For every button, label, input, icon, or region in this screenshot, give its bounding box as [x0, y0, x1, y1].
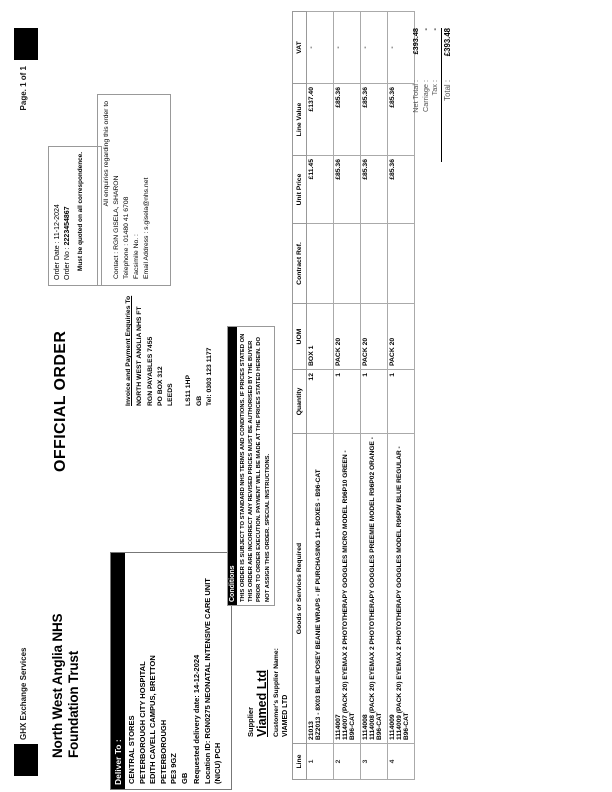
deliver-line: CENTRAL STORES: [127, 715, 136, 784]
cell-line-value: £85.36: [334, 84, 361, 156]
tax-label: Tax :: [430, 80, 439, 96]
cell-goods: [307, 434, 334, 744]
cell-goods: [334, 434, 361, 744]
trust-name-line2: Foundation Trust: [66, 650, 81, 758]
telephone-label: Telephone :: [123, 243, 130, 279]
invoice-line: GB: [195, 395, 203, 406]
col-header-unit-price: Unit Price: [293, 156, 307, 224]
location-id: Location ID: RGN0275 NEONATAL INTENSIVE CARE UNIT (NICU) PCH: [202, 578, 222, 784]
total-label: Total :: [442, 80, 452, 101]
order-date-label: Order Date :: [54, 241, 61, 280]
email-label: Email Address :: [143, 231, 150, 279]
invoice-line: NORTH WEST ANGLIA NHS FT: [136, 306, 144, 406]
item-code: 1114008: [362, 714, 369, 740]
invoice-line: LS11 1HP: [185, 375, 193, 406]
col-header-goods: Goods or Services Required: [293, 434, 307, 744]
conditions-box: [227, 326, 275, 606]
invoice-line: Tel: 0303 123 1177: [206, 347, 214, 406]
deliver-line: PETERBOROUGH CITY HOSPITAL: [137, 661, 147, 784]
carriage-label: Carriage :: [420, 80, 430, 113]
cell-contract-ref: [388, 224, 415, 304]
enquiries-heading: All enquiries regarding this order to: [103, 101, 110, 207]
trust-name-line1: North West Anglia NHS: [50, 613, 65, 758]
requested-delivery-date: Requested delivery date: 14-12-2024: [192, 654, 201, 784]
cell-unit-price: £85.36: [361, 156, 388, 224]
col-header-quantity: Quantity: [293, 370, 307, 434]
enquiries-contact-row: [112, 101, 122, 279]
order-note: Must be quoted on all correspondence.: [77, 152, 84, 271]
invoice-line: LEEDS: [167, 383, 175, 406]
cell-quantity: 1: [388, 370, 415, 434]
cell-uom: PACK 20: [388, 304, 415, 370]
item-description: BZ2013 - 8X03 BLUE POSEY BEANIE WRAPS - IF PURCHASING 11+ BOXES - B96-CAT: [315, 469, 322, 740]
item-description: 1114009 (PACK 20) EYEMAX 2 PHOTOTHERAPY GOGGLES MODEL R96PW BLUE REGULAR - B96-CAT: [396, 446, 410, 740]
totals-summary: [411, 28, 452, 162]
cell-quantity: 1: [334, 370, 361, 434]
cell-contract-ref: [307, 224, 334, 304]
cell-line-value: £85.36: [388, 84, 415, 156]
cell-unit-price: £85.36: [388, 156, 415, 224]
item-description: 1114008 (PACK 20) EYEMAX 2 PHOTOTHERAPY GOGGLES PREEMIE MODEL R96P02 ORANGE - B96-CAT: [369, 437, 383, 740]
cell-contract-ref: [334, 224, 361, 304]
enquiries-fax-row: [132, 101, 142, 279]
cell-line-no: 4: [388, 744, 415, 780]
supplier-label: Supplier: [246, 706, 255, 737]
order-no-value: 2223454867: [64, 206, 71, 246]
total-row: [441, 28, 453, 162]
item-code: 1114007: [335, 714, 342, 740]
order-no-row: [63, 152, 73, 280]
net-total-value: £393.48: [411, 28, 420, 55]
item-code: 1114009: [389, 714, 396, 740]
cell-uom: BOX 1: [307, 304, 334, 370]
deliver-to-box: [110, 552, 232, 790]
deliver-line: GB: [179, 772, 189, 784]
net-total-label: Net Total :: [411, 80, 420, 113]
deliver-line: EDITH CAVELL CAMPUS, BRETTON: [148, 655, 157, 784]
cell-quantity: 1: [361, 370, 388, 434]
cell-uom: PACK 20: [334, 304, 361, 370]
tax-value: -: [430, 28, 439, 31]
ghx-service-label: GHX Exchange Services: [19, 647, 28, 740]
total-value: £393.48: [442, 28, 452, 57]
customer-supplier-label: Customer's Supplier Name:: [273, 648, 280, 737]
cell-line-no: 2: [334, 744, 361, 780]
email-value: s.gisela@nhs.net: [143, 177, 150, 230]
col-header-line: Line: [293, 744, 307, 780]
col-header-uom: UOM: [293, 304, 307, 370]
item-code: 21013: [308, 721, 315, 740]
cell-goods: [388, 434, 415, 744]
table-header-row: [293, 12, 307, 780]
col-header-vat: VAT: [293, 12, 307, 84]
col-header-contract-ref: Contract Ref.: [293, 224, 307, 304]
line-items-table: [292, 11, 415, 780]
carriage-value: -: [420, 28, 430, 31]
enquiries-email-row: [142, 101, 152, 279]
cell-line-value: £85.36: [361, 84, 388, 156]
conditions-text: THIS ORDER IS SUBJECT TO STANDARD NHS TERMS AND CONDITIONS. IF PRICES STATED ON THIS ORDER ARE INCORRECT ANY REVISED PRICES MUST BE AUTHORISED BY THE BUYER PRIOR TO ORDER EXECUTION. PAYMENT WILL BE MADE AT THE PRICES STATED HEREIN. DO NOT ASSIGN THIS ORDER. SPECIAL INSTRUCTIONS.: [240, 333, 271, 602]
registration-mark-left: [14, 744, 38, 776]
contact-value: RGN GISELA, SHARON: [113, 175, 120, 250]
customer-supplier-name: VIAMED LTD: [282, 694, 289, 737]
order-date-value: 11-12-2024: [54, 204, 61, 240]
deliver-line: PE3 9GZ: [169, 753, 178, 784]
order-no-label: Order No :: [64, 247, 71, 280]
telephone-value: 01480 41 6708: [123, 196, 130, 242]
order-date-row: [53, 152, 63, 280]
deliver-to-heading: Deliver To :: [111, 553, 125, 789]
invoice-line: RGN PAYABLES 7455: [146, 336, 154, 406]
carriage-row: [421, 28, 431, 162]
enquiries-box: [97, 94, 171, 286]
tax-row: [430, 28, 440, 162]
document-title: OFFICIAL ORDER: [52, 330, 69, 472]
invoice-to-heading: Invoice and Payment Enquiries To: [125, 295, 132, 406]
table-row: [361, 12, 388, 780]
col-header-line-value: Line Value: [293, 84, 307, 156]
contact-label: Contact :: [113, 251, 120, 279]
deliver-to-address: [125, 553, 226, 789]
page-number-label: Page. 1 of 1: [19, 66, 28, 111]
cell-line-no: 1: [307, 744, 334, 780]
invoice-line: PO BOX 312: [156, 366, 164, 406]
net-total-row: [411, 28, 421, 162]
cell-vat: -: [307, 12, 334, 84]
trust-letterhead: [50, 614, 82, 758]
cell-uom: PACK 20: [361, 304, 388, 370]
cell-vat: -: [334, 12, 361, 84]
conditions-heading: Conditions: [228, 327, 237, 605]
cell-unit-price: £11.45: [307, 156, 334, 224]
cell-quantity: 12: [307, 370, 334, 434]
cell-vat: -: [388, 12, 415, 84]
table-row: [334, 12, 361, 780]
cell-line-value: £137.40: [307, 84, 334, 156]
invoice-to-block: [124, 284, 215, 406]
facsimile-label: Facsimile No. :: [133, 234, 140, 279]
registration-mark-right: [14, 28, 38, 60]
cell-goods: [361, 434, 388, 744]
cell-line-no: 3: [361, 744, 388, 780]
enquiries-phone-row: [122, 101, 132, 279]
table-row: [307, 12, 334, 780]
deliver-line: PETERBOROUGH: [158, 719, 168, 784]
item-description: 1114007 (PACK 20) EYEMAX 2 PHOTOTHERAPY GOGGLES MICRO MODEL R96P10 GREEN - B96-CAT: [342, 450, 356, 740]
cell-vat: -: [361, 12, 388, 84]
order-details-box: [48, 146, 102, 286]
cell-contract-ref: [361, 224, 388, 304]
supplier-name: Viamed Ltd: [255, 669, 269, 737]
cell-unit-price: £85.36: [334, 156, 361, 224]
